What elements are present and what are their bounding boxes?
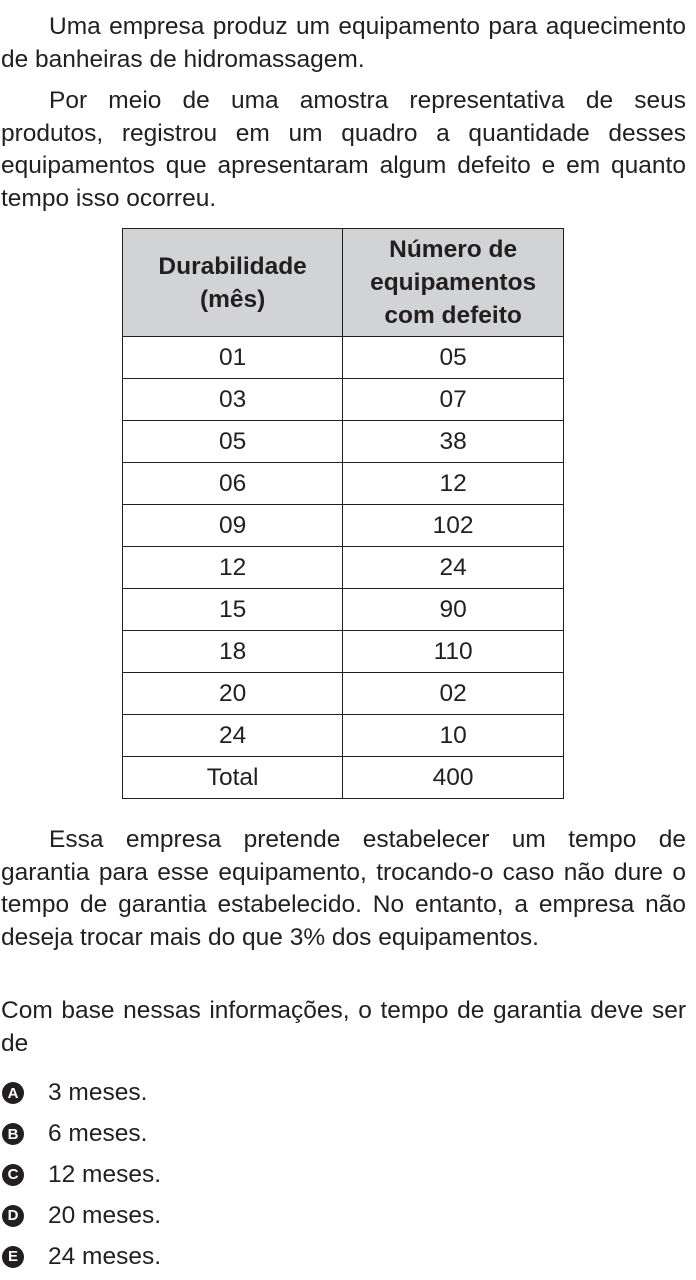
durability-cell: Total xyxy=(123,757,343,799)
defect-table xyxy=(122,228,564,799)
durability-cell: 06 xyxy=(123,463,343,505)
option-text: 20 meses. xyxy=(48,1201,162,1229)
durability-cell: 01 xyxy=(123,337,343,379)
durability-cell: 20 xyxy=(123,673,343,715)
option-letter-badge: A xyxy=(2,1082,24,1104)
defect-count-cell: 110 xyxy=(343,631,564,673)
table-row xyxy=(123,673,564,715)
defect-count-cell: 38 xyxy=(343,421,564,463)
guarantee-paragraph: Essa empresa pretende estabelecer um tempo de garantia para esse equipamento, trocando-o caso não dure o tempo de garantia estabelecido. No entanto, a empresa não deseja trocar mais do que 3% dos equipamentos. xyxy=(1,826,686,951)
table-row xyxy=(123,421,564,463)
durability-cell: 05 xyxy=(123,421,343,463)
option-letter-badge: D xyxy=(2,1205,24,1227)
defect-count-cell: 02 xyxy=(343,673,564,715)
answer-options xyxy=(0,1073,696,1277)
table-body xyxy=(123,337,564,799)
table-row xyxy=(123,631,564,673)
table-row xyxy=(123,757,564,799)
defect-count-cell: 90 xyxy=(343,589,564,631)
intro-paragraph: Uma empresa produz um equipamento para aquecimento de banheiras de hidromassagem. xyxy=(1,13,686,73)
durability-cell: 24 xyxy=(123,715,343,757)
table-row xyxy=(123,547,564,589)
option-text: 6 meses. xyxy=(48,1120,148,1148)
table-row xyxy=(123,505,564,547)
option-b[interactable] xyxy=(0,1114,696,1155)
header-durability-label: Durabilidade (mês) xyxy=(158,252,307,313)
durability-cell: 09 xyxy=(123,505,343,547)
option-letter-badge: B xyxy=(2,1123,24,1145)
defect-count-cell: 10 xyxy=(343,715,564,757)
table-row xyxy=(123,379,564,421)
table-row xyxy=(123,715,564,757)
question-stem: Com base nessas informações, o tempo de garantia deve ser de xyxy=(1,997,686,1057)
table-row xyxy=(123,337,564,379)
option-d[interactable] xyxy=(0,1195,696,1236)
option-text: 12 meses. xyxy=(48,1160,162,1188)
option-letter-badge: C xyxy=(2,1164,24,1186)
option-letter-badge: E xyxy=(2,1246,24,1268)
table-header-row xyxy=(123,229,564,337)
option-e[interactable] xyxy=(0,1236,696,1277)
defect-count-cell: 400 xyxy=(343,757,564,799)
defect-count-cell: 07 xyxy=(343,379,564,421)
durability-cell: 15 xyxy=(123,589,343,631)
table-row xyxy=(123,589,564,631)
option-c[interactable] xyxy=(0,1155,696,1196)
header-defects xyxy=(343,229,564,337)
header-durability xyxy=(123,229,343,337)
header-defects-label: Número de equipamentos com defeito xyxy=(370,236,537,329)
context-paragraph: Por meio de uma amostra representativa de seus produtos, registrou em um quadro a quantidade desses equipamentos que apresentaram algum defeito e em quanto tempo isso ocorreu. xyxy=(1,87,686,212)
defect-count-cell: 24 xyxy=(343,547,564,589)
table-row xyxy=(123,463,564,505)
option-text: 3 meses. xyxy=(48,1079,148,1107)
option-a[interactable] xyxy=(0,1073,696,1114)
defect-count-cell: 102 xyxy=(343,505,564,547)
durability-cell: 12 xyxy=(123,547,343,589)
durability-cell: 03 xyxy=(123,379,343,421)
option-text: 24 meses. xyxy=(48,1242,162,1270)
durability-cell: 18 xyxy=(123,631,343,673)
defect-count-cell: 12 xyxy=(343,463,564,505)
defect-count-cell: 05 xyxy=(343,337,564,379)
